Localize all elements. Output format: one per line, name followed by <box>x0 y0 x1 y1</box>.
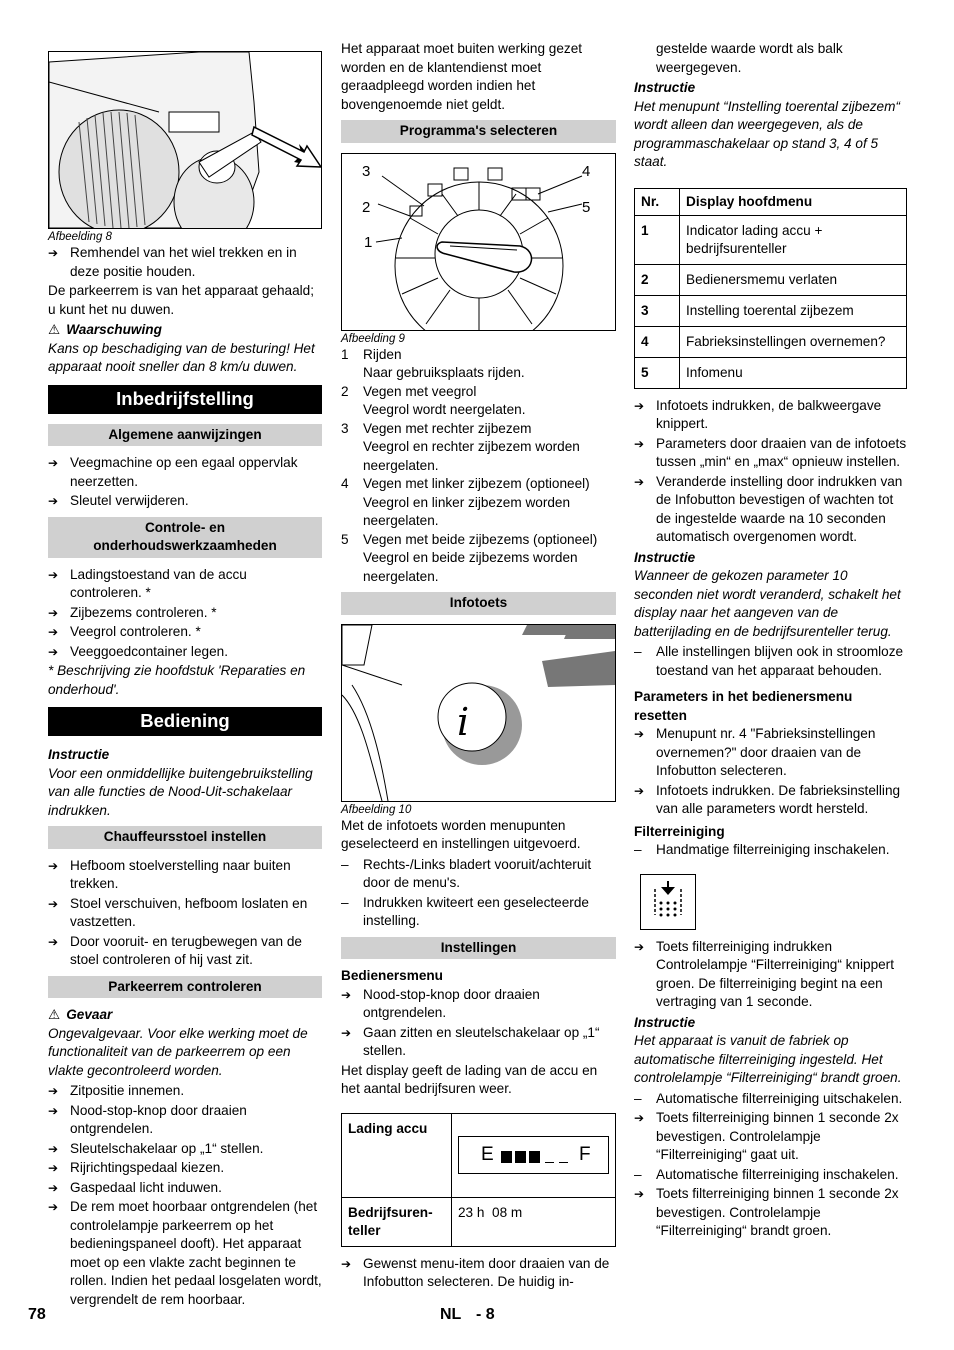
step-item: ➔ Veranderde instelling door indrukken van de Infobutton bevestigen of wachten tot de ingestelde waarde na 10 seconden automatisch overgenomen wordt. <box>634 473 907 547</box>
subsection-heading: Programma's selecteren <box>341 120 616 143</box>
figure-10-caption: Afbeelding 10 <box>341 803 412 816</box>
section-heading-inbedrijfstelling: Inbedrijfstelling <box>48 385 322 414</box>
battery-bar-icon <box>501 1151 512 1163</box>
figure-8 <box>48 51 322 229</box>
subsection-heading: Instellingen <box>341 937 616 960</box>
warning-text: Kans op beschadiging van de besturing! Het apparaat nooit sneller dan 8 km/u duwen. <box>48 340 315 374</box>
subsection-heading: Controle- en onderhoudswerkzaamheden <box>48 517 322 558</box>
step-item: ➔ Sleutel verwijderen. <box>48 492 322 511</box>
dash-item: – Handmatige filterreiniging inschakelen. <box>634 841 907 860</box>
subheading: Parameters in het bedienersmenu resetten <box>634 689 853 723</box>
step-item: ➔ De rem moet hoorbaar ontgrendelen (het controlelampje parkeerrem op het bedieningspaneel dooft). Het apparaat moet op een vlakte zacht beginnen te rollen. Indien het pedaal losgelaten wordt, vergrendelt de rem hoorbaar. <box>48 1198 322 1309</box>
figure-8-caption: Afbeelding 8 <box>48 231 112 243</box>
battery-bar-empty-icon <box>559 1162 568 1163</box>
instruction-heading: Instructie <box>634 549 696 565</box>
info-icon: i <box>457 699 470 744</box>
step-item: ➔ Nood-stop-knop door draaien ontgrendelen. <box>48 1102 322 1139</box>
step-item: ➔ Infotoets indrukken, de balkweergave knippert. <box>634 397 907 434</box>
program-item: 1 Rijden Naar gebruiksplaats rijden. <box>341 346 525 380</box>
program-item: 3 Vegen met rechter zijbezem Veegrol en rechter zijbezem worden neergelaten. <box>341 420 580 473</box>
dash-item: – Alle instellingen blijven ook in stroomloze toestand van het apparaat behouden. <box>634 643 907 680</box>
warning-heading: ⚠ Waarschuwing <box>48 322 162 338</box>
dial-label-5: 5 <box>582 198 591 216</box>
instruction-text: Het apparaat is vanuit de fabriek op automatische filterreiniging ingesteld. Het controlelampje “Filterreiniging“ brandt groen. <box>634 1033 902 1085</box>
footer-subpage: - 8 <box>476 1306 495 1323</box>
table-header: Display hoofdmenu <box>680 188 907 215</box>
info-button-illustration <box>342 625 615 801</box>
section-heading-bediening: Bediening <box>48 707 322 736</box>
step-item: ➔ Door vooruit- en terugbewegen van de stoel controleren of hij vast zit. <box>48 933 322 970</box>
note: * Beschrijving zie hoofdstuk 'Reparaties en onderhoud'. <box>48 663 306 697</box>
instruction-heading: Instructie <box>48 747 110 762</box>
column-1 <box>48 40 322 1310</box>
step-item: ➔ Toets filterreiniging binnen 1 seconde 2x bevestigen. Controlelampje “Filterreiniging“ brandt groen. <box>634 1185 907 1241</box>
instruction-heading: Instructie <box>634 80 696 95</box>
figure-9-caption: Afbeelding 9 <box>341 332 405 345</box>
step-item: ➔ Veegmachine op een egaal oppervlak neerzetten. <box>48 454 322 491</box>
subsection-heading: Chauffeursstoel instellen <box>48 826 322 849</box>
battery-bar-icon <box>529 1151 540 1163</box>
subsection-heading: Parkeerrem controleren <box>48 976 322 999</box>
program-selector-dial <box>342 154 615 330</box>
step-item: ➔ Parameters door draaien van de infotoets tussen „min“ en „max“ opnieuw instellen. <box>634 435 907 472</box>
paragraph: Het display geeft de lading van de accu en het aantal bedrijfsuren weer. <box>341 1062 598 1096</box>
paragraph: De parkeerrem is van het apparaat gehaald; u kunt het nu duwen. <box>48 283 314 317</box>
step-item: ➔ Nood-stop-knop door draaien ontgrendelen. <box>341 986 616 1023</box>
filter-cleaning-button-icon <box>640 874 696 930</box>
table-row: 3 Instelling toerental zijbezem <box>635 295 907 326</box>
step-item: ➔ Veegrol controleren. * <box>48 623 322 642</box>
subheading: Filterreiniging <box>634 823 725 839</box>
figure-10 <box>341 624 616 802</box>
column-2 <box>341 40 616 1293</box>
step-item: ➔ Gaspedaal licht induwen. <box>48 1179 322 1198</box>
subsection-heading: Infotoets <box>341 592 616 615</box>
table-row: 5 Infomenu <box>635 357 907 388</box>
battery-bar-empty-icon <box>545 1162 554 1163</box>
step-item: ➔ Zitpositie innemen. <box>48 1082 322 1101</box>
step-item: ➔ Veeggoedcontainer legen. <box>48 643 322 662</box>
instruction-text: Het menupunt “Instelling toerental zijbezem“ wordt alleen dan weergegeven, als de programmaschakelaar op stand 3, 4 of 5 staat. <box>634 98 900 169</box>
column-3 <box>634 40 907 1242</box>
table-cell: Bedrijfsurenteller <box>342 1197 452 1246</box>
battery-bar-icon <box>515 1151 526 1163</box>
display-table <box>341 1113 616 1247</box>
program-item: 2 Vegen met veegrol Veegrol wordt neergelaten. <box>341 383 526 417</box>
table-cell: Lading accu <box>342 1113 452 1197</box>
danger-heading: ⚠ Gevaar <box>48 1007 113 1023</box>
dash-item: – Rechts-/Links bladert vooruit/achteruit door de menu's. <box>341 856 616 893</box>
subsection-heading: Algemene aanwijzingen <box>48 424 322 447</box>
step-item: ➔ Rijrichtingspedaal kiezen. <box>48 1159 322 1178</box>
dial-label-2: 2 <box>362 198 371 216</box>
subheading: Bedienersmenu <box>341 968 443 983</box>
continuation-text: gestelde waarde wordt als balk weergegeven. <box>656 41 843 75</box>
figure-9 <box>341 153 616 331</box>
step-item: ➔ Ladingstoestand van de accu controleren. * <box>48 566 322 603</box>
table-header: Nr. <box>635 188 680 215</box>
program-item: 4 Vegen met linker zijbezem (optioneel) Veegrol en linker zijbezem worden neergelaten. <box>341 476 590 528</box>
page-number: 78 <box>28 1306 46 1323</box>
step-item: ➔ Toets filterreiniging binnen 1 seconde 2x bevestigen. Controlelampje “Filterreiniging“ gaat uit. <box>634 1109 907 1165</box>
main-menu-table <box>634 188 907 389</box>
step-item: ➔ Toets filterreiniging indrukken Controlelampje “Filterreiniging“ knippert groen. De filterreiniging begint na een vertraging van 1 seconde. <box>634 938 907 1012</box>
dash-item: – Automatische filterreiniging inschakelen. <box>634 1166 907 1185</box>
step-item: ➔ Remhendel van het wiel trekken en in deze positie houden. <box>48 244 322 281</box>
table-row: 2 Bedienersmemu verlaten <box>635 264 907 295</box>
paragraph: Met de infotoets worden menupunten geselecteerd en instellingen uitgevoerd. <box>341 817 581 851</box>
paragraph: Het apparaat moet buiten werking gezet worden en de klantendienst moet geraadpleegd worden indien het bovengenoemde niet geldt. <box>341 41 583 112</box>
dash-item: – Automatische filterreiniging uitschakelen. <box>634 1090 907 1109</box>
step-item: ➔ Hefboom stoelverstelling naar buiten trekken. <box>48 857 322 894</box>
footer-language: NL <box>440 1306 462 1323</box>
table-row: 1 Indicator lading accu + bedrijfsurenteller <box>635 215 907 264</box>
step-item: ➔ Gewenst menu-item door draaien van de Infobutton selecteren. De huidig in- <box>341 1255 616 1292</box>
step-item: ➔ Gaan zitten en sleutelschakelaar op „1“ stellen. <box>341 1024 616 1061</box>
step-item: ➔ Menupunt nr. 4 "Fabrieksinstellingen overnemen?" door draaien van de Infobutton selecteren. <box>634 725 907 781</box>
table-cell <box>452 1113 616 1197</box>
dial-label-3: 3 <box>362 162 371 180</box>
table-cell: 23 h 08 m <box>452 1197 616 1246</box>
step-item: ➔ Stoel verschuiven, hefboom loslaten en vastzetten. <box>48 895 322 932</box>
warning-icon: ⚠ <box>48 1007 61 1023</box>
step-item: ➔ Sleutelschakelaar op „1“ stellen. <box>48 1140 322 1159</box>
table-row: 4 Fabrieksinstellingen overnemen? <box>635 326 907 357</box>
instruction-heading: Instructie <box>634 1014 696 1030</box>
danger-text: Ongevalgevaar. Voor elke werking moet de functionaliteit van de parkeerrem op een vlakte gecontroleerd worden. <box>48 1025 308 1078</box>
step-item: ➔ Zijbezems controleren. * <box>48 604 322 623</box>
instruction-text: Voor een onmiddellijke buitengebruikstelling van alle functies de Nood-Uit-schakelaar indrukken. <box>48 765 313 818</box>
program-list <box>341 346 616 587</box>
step-item: ➔ Infotoets indrukken. De fabrieksinstelling van alle parameters wordt hersteld. <box>634 782 907 819</box>
battery-display: E F <box>458 1136 609 1174</box>
parking-brake-illustration <box>49 52 321 228</box>
program-item: 5 Vegen met beide zijbezems (optioneel) Veegrol en beide zijbezems worden neergelaten. <box>341 531 598 584</box>
instruction-text: Wanneer de gekozen parameter 10 seconden niet wordt veranderd, schakelt het display naar het aangeven van de batterijlading en de bedrijfsurenteller terug. <box>634 568 901 639</box>
dial-label-4: 4 <box>582 162 591 180</box>
dial-label-1: 1 <box>364 233 373 251</box>
dash-item: – Indrukken kwiteert een geselecteerde instelling. <box>341 894 616 931</box>
warning-icon: ⚠ <box>48 322 61 338</box>
